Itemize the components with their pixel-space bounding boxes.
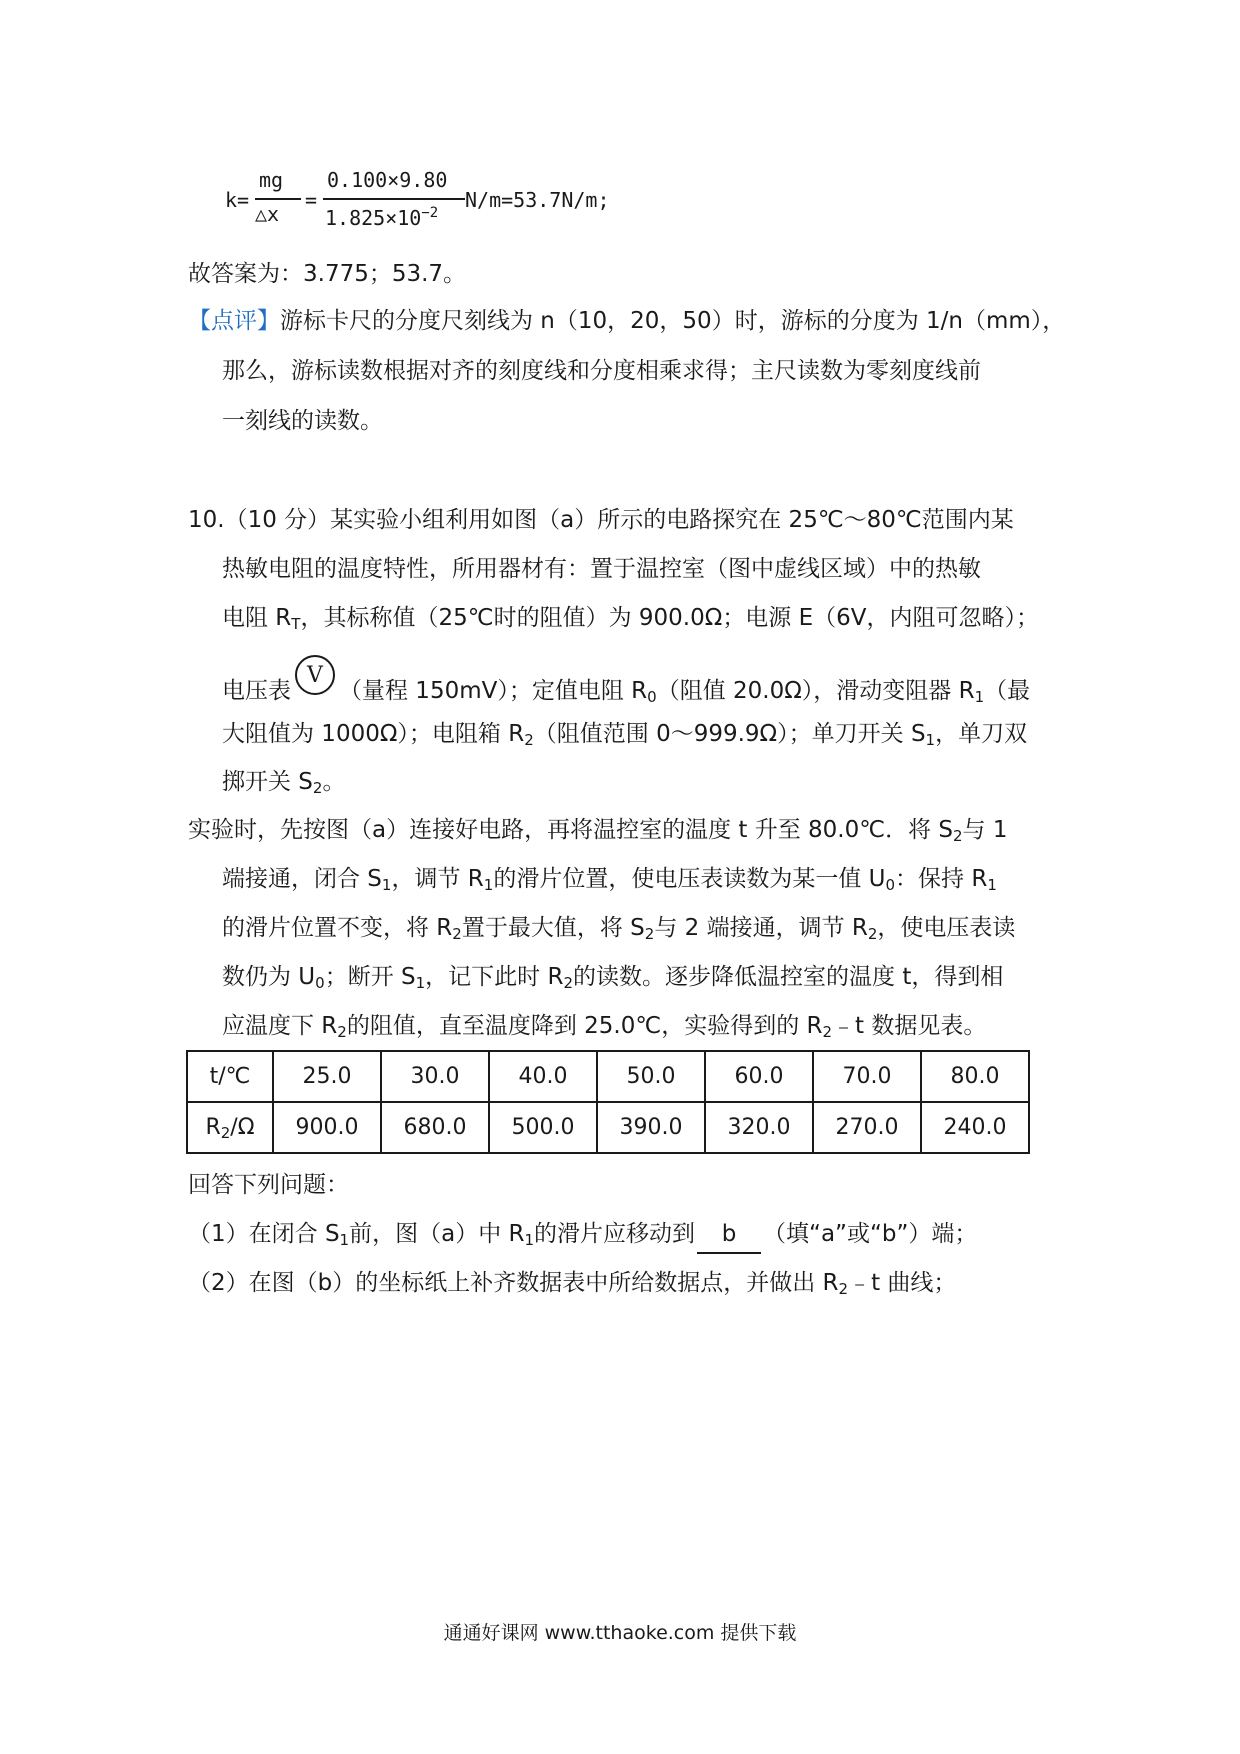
page-footer: 通通好课网 www.tthaoke.com 提供下载 bbox=[443, 1622, 797, 1644]
answer-question-2: （2）在图（b）的坐标纸上补齐数据表中所给数据点，并做出 $R_2﹣t$ 曲线； bbox=[188, 1270, 957, 1298]
procedure-line-3: 的滑片位置不变，将 $R_2$置于最大值，将 $S_2$与 2 端接通，调节 $R_2$，使电压表读 bbox=[222, 915, 1016, 943]
table-cell: 30.0 bbox=[381, 1051, 489, 1102]
answers-intro: 回答下列问题： bbox=[188, 1172, 349, 1198]
formula-denominator-values: $1.825\times 10^{-2}$ bbox=[325, 205, 439, 230]
table-cell: 60.0 bbox=[705, 1051, 813, 1102]
question-line-6: 掷开关 $S_2$。 bbox=[222, 769, 346, 797]
formula-numerator-values: 0.100×9.80 bbox=[327, 168, 448, 192]
comment-tag: 【点评】 bbox=[188, 308, 280, 334]
question-line-4: 电压表V（量程 150mV）；定值电阻 $R_0$（阻值 20.0Ω），滑动变阻器 $R_1$（最 bbox=[222, 671, 1030, 711]
comment-line-2: 那么，游标读数根据对齐的刻度线和分度相乘求得；主尺读数为零刻度线前 bbox=[222, 358, 981, 384]
table-row bbox=[187, 1102, 1029, 1153]
formula-equals: = bbox=[305, 188, 318, 212]
question-line-5: 大阻值为 1000Ω）；电阻箱 $R_2$（阻值范围 0～999.9Ω）；单刀开关 $S_1$，单刀双 bbox=[222, 721, 1028, 749]
table-cell: 70.0 bbox=[813, 1051, 921, 1102]
procedure-line-2: 端接通，闭合 $S_1$，调节 $R_1$的滑片位置，使电压表读数为某一值 $U_0$：保持 $R_1$ bbox=[222, 866, 997, 894]
answer-line: 故答案为：3.775；53.7。 bbox=[188, 261, 467, 287]
question-line-2: 热敏电阻的温度特性，所用器材有：置于温控室（图中虚线区域）中的热敏 bbox=[222, 556, 981, 582]
table-cell: 80.0 bbox=[921, 1051, 1029, 1102]
answer-question-1: （1）在闭合 $S_1$前，图（a）中 $R_1$的滑片应移动到 b （填“a”或“b”）端； bbox=[188, 1216, 977, 1254]
table-header-cell: t/℃ bbox=[187, 1051, 273, 1102]
table-header-cell: $R_2/\Omega$ bbox=[187, 1102, 273, 1153]
question-line-3: 电阻 $R_T$，其标称值（25℃时的阻值）为 900.0Ω；电源 E（6V，内阻可忽略）； bbox=[222, 605, 1040, 633]
procedure-line-5: 应温度下 $R_2$的阻值，直至温度降到 25.0℃，实验得到的 $R_2﹣t$ 数据见表。 bbox=[222, 1013, 987, 1041]
formula-denominator-dx: △x bbox=[255, 202, 280, 226]
r2-t-data-table bbox=[186, 1050, 1030, 1154]
comment-line-1: 【点评】游标卡尺的分度尺刻线为 n（10，20，50）时，游标的分度为 1/n（mm）， bbox=[188, 308, 1066, 334]
table-row bbox=[187, 1051, 1029, 1102]
table-cell: 270.0 bbox=[813, 1102, 921, 1153]
table-cell: 40.0 bbox=[489, 1051, 597, 1102]
formula-numerator-mg: mg bbox=[259, 168, 284, 192]
fraction-bar bbox=[255, 198, 301, 200]
formula-result: N/m=53.7N/m; bbox=[465, 188, 610, 212]
answer-blank: b bbox=[697, 1216, 761, 1254]
fraction-bar bbox=[323, 198, 465, 200]
table-cell: 25.0 bbox=[273, 1051, 381, 1102]
procedure-line-1: 实验时，先按图（a）连接好电路，再将温控室的温度 t 升至 80.0℃．将 $S_2$与 1 bbox=[188, 817, 1008, 845]
question-line-1: 10.（10 分）某实验小组利用如图（a）所示的电路探究在 25℃～80℃范围内某 bbox=[188, 507, 1014, 533]
table-cell: 500.0 bbox=[489, 1102, 597, 1153]
table-cell: 320.0 bbox=[705, 1102, 813, 1153]
comment-line-3: 一刻线的读数。 bbox=[222, 408, 383, 434]
table-cell: 240.0 bbox=[921, 1102, 1029, 1153]
table-cell: 390.0 bbox=[597, 1102, 705, 1153]
table-cell: 680.0 bbox=[381, 1102, 489, 1153]
table-cell: 900.0 bbox=[273, 1102, 381, 1153]
table-cell: 50.0 bbox=[597, 1051, 705, 1102]
voltmeter-icon: V bbox=[295, 655, 335, 695]
formula-k-equals: k= bbox=[225, 188, 250, 212]
procedure-line-4: 数仍为 $U_0$；断开 $S_1$，记下此时 $R_2$的读数。逐步降低温控室的温度 t，得到相 bbox=[222, 964, 1004, 992]
